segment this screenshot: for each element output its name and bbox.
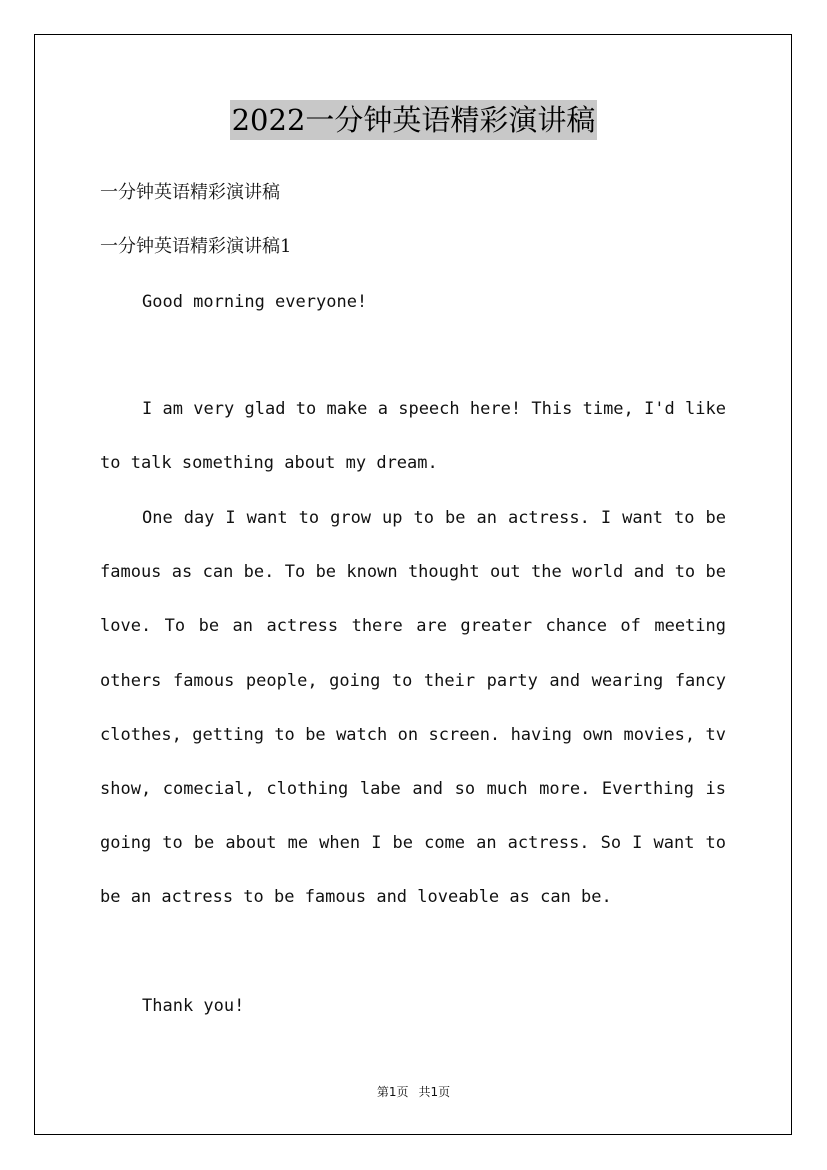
- greeting-line: Good morning everyone!: [142, 292, 368, 312]
- paragraph-intro: I am very glad to make a speech here! This time, I'd like to talk something about my dream.: [100, 399, 726, 474]
- page-footer: [0, 1083, 827, 1101]
- page-total: 共1页: [418, 1085, 451, 1099]
- page-number: 第1页: [376, 1085, 409, 1099]
- paragraph-intro-block: [100, 382, 726, 490]
- document-title: 2022一分钟英语精彩演讲稿: [230, 100, 598, 140]
- paragraph-dream-block: [100, 491, 726, 925]
- closing-line: Thank you!: [142, 996, 245, 1016]
- title-container: [0, 100, 827, 140]
- section-subheading: 一分钟英语精彩演讲稿1: [100, 236, 292, 257]
- section-heading: 一分钟英语精彩演讲稿: [100, 182, 280, 203]
- paragraph-dream: One day I want to grow up to be an actress. I want to be famous as can be. To be known thought out the world and to be love. To be an actress there are greater chance of meeting others famous people, going to their party and wearing fancy clothes, getting to be watch on screen. having own movies, tv show, comecial, clothing labe and so much more. Everthing is going to be about me when I be come an actress. So I want to be an actress to be famous and loveable as can be.: [100, 508, 726, 908]
